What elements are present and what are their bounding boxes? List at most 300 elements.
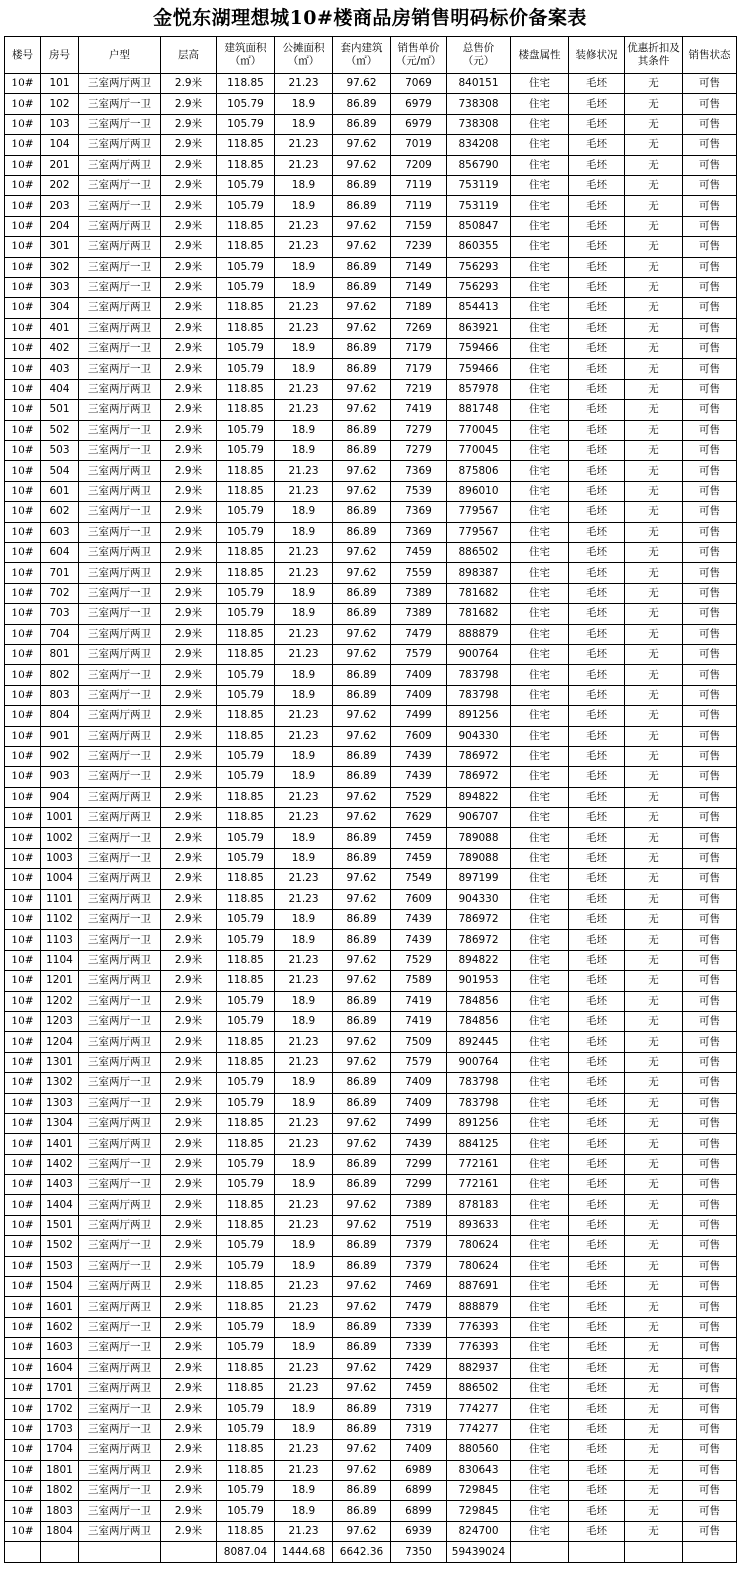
cell-total-price: 850847 [447,216,511,236]
cell-unit-price: 7459 [391,1379,447,1399]
cell-gross-area: 105.79 [217,420,275,440]
total-cell [79,1542,161,1563]
cell-shared-area: 21.23 [275,135,333,155]
cell-floor-height: 2.9米 [161,1052,217,1072]
cell-status: 可售 [683,277,737,297]
cell-room: 1801 [41,1460,79,1480]
cell-discount: 无 [625,910,683,930]
cell-room: 702 [41,583,79,603]
cell-layout: 三室两厅两卫 [79,400,161,420]
totals-row [5,1542,737,1563]
cell-room: 1301 [41,1052,79,1072]
cell-building: 10# [5,1215,41,1235]
cell-discount: 无 [625,1399,683,1419]
cell-discount: 无 [625,135,683,155]
cell-total-price: 786972 [447,930,511,950]
cell-status: 可售 [683,950,737,970]
col-header-building: 楼号 [5,37,41,74]
cell-room: 101 [41,74,79,94]
cell-property-type: 住宅 [511,1399,569,1419]
cell-net-area: 97.62 [333,1277,391,1297]
table-row [5,1480,737,1500]
cell-discount: 无 [625,848,683,868]
cell-total-price: 854413 [447,298,511,318]
cell-floor-height: 2.9米 [161,1032,217,1052]
cell-net-area: 97.62 [333,1297,391,1317]
cell-gross-area: 105.79 [217,175,275,195]
cell-net-area: 97.62 [333,1358,391,1378]
table-row [5,1052,737,1072]
col-header-floor-height: 层高 [161,37,217,74]
total-cell [5,1542,41,1563]
cell-gross-area: 118.85 [217,1297,275,1317]
cell-total-price: 834208 [447,135,511,155]
cell-decoration: 毛坯 [569,971,625,991]
cell-floor-height: 2.9米 [161,1317,217,1337]
cell-unit-price: 7549 [391,869,447,889]
cell-decoration: 毛坯 [569,726,625,746]
cell-unit-price: 7379 [391,1256,447,1276]
cell-property-type: 住宅 [511,1460,569,1480]
cell-total-price: 789088 [447,828,511,848]
cell-status: 可售 [683,1215,737,1235]
cell-room: 1802 [41,1480,79,1500]
cell-discount: 无 [625,950,683,970]
cell-unit-price: 7509 [391,1032,447,1052]
cell-property-type: 住宅 [511,746,569,766]
cell-net-area: 86.89 [333,441,391,461]
cell-room: 803 [41,685,79,705]
cell-decoration: 毛坯 [569,237,625,257]
cell-shared-area: 21.23 [275,155,333,175]
cell-unit-price: 7609 [391,726,447,746]
cell-room: 104 [41,135,79,155]
cell-status: 可售 [683,1093,737,1113]
cell-decoration: 毛坯 [569,991,625,1011]
cell-room: 601 [41,481,79,501]
cell-room: 1101 [41,889,79,909]
table-row [5,155,737,175]
cell-decoration: 毛坯 [569,135,625,155]
cell-gross-area: 105.79 [217,1011,275,1031]
cell-room: 1401 [41,1134,79,1154]
cell-total-price: 886502 [447,542,511,562]
cell-shared-area: 18.9 [275,1399,333,1419]
cell-layout: 三室两厅两卫 [79,1379,161,1399]
cell-property-type: 住宅 [511,828,569,848]
cell-net-area: 86.89 [333,175,391,195]
cell-decoration: 毛坯 [569,1134,625,1154]
cell-decoration: 毛坯 [569,930,625,950]
cell-total-price: 904330 [447,889,511,909]
cell-status: 可售 [683,767,737,787]
cell-room: 1103 [41,930,79,950]
cell-status: 可售 [683,1011,737,1031]
cell-gross-area: 105.79 [217,1093,275,1113]
cell-shared-area: 21.23 [275,400,333,420]
cell-discount: 无 [625,706,683,726]
cell-gross-area: 118.85 [217,1358,275,1378]
cell-floor-height: 2.9米 [161,277,217,297]
cell-decoration: 毛坯 [569,685,625,705]
table-row [5,767,737,787]
cell-gross-area: 118.85 [217,1379,275,1399]
cell-decoration: 毛坯 [569,910,625,930]
cell-room: 902 [41,746,79,766]
cell-room: 201 [41,155,79,175]
cell-shared-area: 18.9 [275,930,333,950]
cell-building: 10# [5,1093,41,1113]
table-row [5,542,737,562]
cell-room: 202 [41,175,79,195]
cell-unit-price: 7369 [391,502,447,522]
table-row [5,1358,737,1378]
cell-total-price: 774277 [447,1419,511,1439]
cell-shared-area: 21.23 [275,1113,333,1133]
cell-net-area: 86.89 [333,1175,391,1195]
cell-discount: 无 [625,726,683,746]
cell-total-price: 759466 [447,359,511,379]
table-row [5,522,737,542]
cell-floor-height: 2.9米 [161,1236,217,1256]
cell-total-price: 780624 [447,1236,511,1256]
cell-net-area: 97.62 [333,971,391,991]
col-header-status: 销售状态 [683,37,737,74]
cell-building: 10# [5,74,41,94]
cell-layout: 三室两厅两卫 [79,481,161,501]
cell-total-price: 786972 [447,767,511,787]
cell-gross-area: 105.79 [217,1480,275,1500]
cell-building: 10# [5,991,41,1011]
cell-room: 501 [41,400,79,420]
cell-building: 10# [5,1175,41,1195]
cell-gross-area: 118.85 [217,726,275,746]
cell-property-type: 住宅 [511,624,569,644]
cell-status: 可售 [683,1175,737,1195]
cell-floor-height: 2.9米 [161,1093,217,1113]
cell-building: 10# [5,522,41,542]
cell-shared-area: 21.23 [275,1032,333,1052]
cell-layout: 三室两厅两卫 [79,889,161,909]
cell-status: 可售 [683,644,737,664]
cell-property-type: 住宅 [511,1317,569,1337]
cell-floor-height: 2.9米 [161,481,217,501]
cell-decoration: 毛坯 [569,1480,625,1500]
cell-shared-area: 21.23 [275,216,333,236]
cell-building: 10# [5,359,41,379]
cell-shared-area: 18.9 [275,175,333,195]
cell-building: 10# [5,502,41,522]
cell-building: 10# [5,1052,41,1072]
cell-room: 1004 [41,869,79,889]
cell-layout: 三室两厅两卫 [79,318,161,338]
cell-net-area: 86.89 [333,1236,391,1256]
cell-floor-height: 2.9米 [161,1134,217,1154]
cell-shared-area: 18.9 [275,1317,333,1337]
cell-decoration: 毛坯 [569,787,625,807]
cell-net-area: 97.62 [333,318,391,338]
table-row [5,359,737,379]
cell-discount: 无 [625,1358,683,1378]
cell-discount: 无 [625,685,683,705]
cell-layout: 三室两厅一卫 [79,522,161,542]
cell-floor-height: 2.9米 [161,726,217,746]
cell-building: 10# [5,1379,41,1399]
cell-discount: 无 [625,216,683,236]
cell-status: 可售 [683,665,737,685]
cell-shared-area: 21.23 [275,1440,333,1460]
cell-total-price: 893633 [447,1215,511,1235]
cell-building: 10# [5,1154,41,1174]
cell-room: 1501 [41,1215,79,1235]
cell-decoration: 毛坯 [569,1052,625,1072]
cell-building: 10# [5,1399,41,1419]
cell-discount: 无 [625,542,683,562]
cell-status: 可售 [683,502,737,522]
cell-decoration: 毛坯 [569,298,625,318]
cell-total-price: 786972 [447,746,511,766]
cell-room: 604 [41,542,79,562]
cell-property-type: 住宅 [511,1440,569,1460]
cell-net-area: 86.89 [333,359,391,379]
cell-discount: 无 [625,1277,683,1297]
cell-room: 1201 [41,971,79,991]
cell-floor-height: 2.9米 [161,950,217,970]
cell-building: 10# [5,787,41,807]
cell-decoration: 毛坯 [569,502,625,522]
cell-floor-height: 2.9米 [161,196,217,216]
cell-status: 可售 [683,1073,737,1093]
cell-gross-area: 118.85 [217,74,275,94]
cell-status: 可售 [683,135,737,155]
cell-shared-area: 21.23 [275,950,333,970]
cell-status: 可售 [683,94,737,114]
cell-shared-area: 18.9 [275,1175,333,1195]
cell-unit-price: 7499 [391,1113,447,1133]
cell-status: 可售 [683,420,737,440]
cell-floor-height: 2.9米 [161,502,217,522]
cell-status: 可售 [683,1277,737,1297]
cell-room: 1303 [41,1093,79,1113]
cell-layout: 三室两厅两卫 [79,1297,161,1317]
table-row [5,685,737,705]
cell-total-price: 770045 [447,441,511,461]
cell-floor-height: 2.9米 [161,1521,217,1541]
cell-total-price: 891256 [447,1113,511,1133]
cell-total-price: 830643 [447,1460,511,1480]
cell-room: 203 [41,196,79,216]
cell-gross-area: 105.79 [217,522,275,542]
cell-status: 可售 [683,318,737,338]
cell-discount: 无 [625,277,683,297]
cell-decoration: 毛坯 [569,624,625,644]
cell-status: 可售 [683,808,737,828]
cell-discount: 无 [625,400,683,420]
cell-room: 903 [41,767,79,787]
cell-net-area: 97.62 [333,379,391,399]
cell-property-type: 住宅 [511,1379,569,1399]
cell-gross-area: 105.79 [217,767,275,787]
cell-floor-height: 2.9米 [161,767,217,787]
cell-layout: 三室两厅两卫 [79,644,161,664]
cell-building: 10# [5,767,41,787]
cell-total-price: 783798 [447,685,511,705]
table-row [5,644,737,664]
cell-discount: 无 [625,767,683,787]
cell-building: 10# [5,481,41,501]
cell-property-type: 住宅 [511,1011,569,1031]
cell-discount: 无 [625,420,683,440]
cell-shared-area: 21.23 [275,1358,333,1378]
cell-discount: 无 [625,481,683,501]
cell-net-area: 86.89 [333,420,391,440]
table-row [5,1175,737,1195]
cell-shared-area: 18.9 [275,685,333,705]
cell-room: 1603 [41,1338,79,1358]
cell-status: 可售 [683,1501,737,1521]
cell-building: 10# [5,665,41,685]
cell-room: 802 [41,665,79,685]
cell-shared-area: 18.9 [275,441,333,461]
cell-unit-price: 7439 [391,910,447,930]
cell-property-type: 住宅 [511,1236,569,1256]
cell-unit-price: 7409 [391,1073,447,1093]
cell-unit-price: 7519 [391,1215,447,1235]
cell-total-price: 900764 [447,1052,511,1072]
cell-shared-area: 21.23 [275,1195,333,1215]
cell-unit-price: 7409 [391,1093,447,1113]
header-row [5,37,737,74]
cell-property-type: 住宅 [511,359,569,379]
table-row [5,114,737,134]
cell-building: 10# [5,441,41,461]
cell-decoration: 毛坯 [569,808,625,828]
col-header-total-price: 总售价 （元） [447,37,511,74]
cell-floor-height: 2.9米 [161,869,217,889]
table-row [5,277,737,297]
cell-gross-area: 105.79 [217,746,275,766]
cell-status: 可售 [683,685,737,705]
cell-status: 可售 [683,1521,737,1541]
table-row [5,237,737,257]
cell-discount: 无 [625,971,683,991]
cell-property-type: 住宅 [511,1195,569,1215]
cell-floor-height: 2.9米 [161,1419,217,1439]
table-row [5,216,737,236]
cell-gross-area: 118.85 [217,563,275,583]
cell-net-area: 86.89 [333,746,391,766]
cell-property-type: 住宅 [511,94,569,114]
cell-net-area: 97.62 [333,950,391,970]
cell-total-price: 824700 [447,1521,511,1541]
cell-net-area: 86.89 [333,1093,391,1113]
cell-floor-height: 2.9米 [161,624,217,644]
cell-building: 10# [5,237,41,257]
cell-unit-price: 7539 [391,481,447,501]
cell-shared-area: 21.23 [275,298,333,318]
table-row [5,624,737,644]
cell-decoration: 毛坯 [569,1113,625,1133]
cell-net-area: 97.62 [333,237,391,257]
cell-status: 可售 [683,379,737,399]
table-row [5,971,737,991]
cell-gross-area: 118.85 [217,971,275,991]
table-row [5,1399,737,1419]
cell-property-type: 住宅 [511,1093,569,1113]
cell-total-price: 779567 [447,522,511,542]
cell-status: 可售 [683,971,737,991]
cell-layout: 三室两厅两卫 [79,869,161,889]
cell-decoration: 毛坯 [569,339,625,359]
cell-decoration: 毛坯 [569,1195,625,1215]
cell-layout: 三室两厅一卫 [79,685,161,705]
cell-unit-price: 7529 [391,787,447,807]
cell-unit-price: 7179 [391,339,447,359]
cell-net-area: 86.89 [333,94,391,114]
cell-floor-height: 2.9米 [161,1379,217,1399]
cell-building: 10# [5,604,41,624]
cell-unit-price: 7409 [391,665,447,685]
cell-unit-price: 7439 [391,767,447,787]
cell-property-type: 住宅 [511,74,569,94]
cell-layout: 三室两厅两卫 [79,216,161,236]
cell-room: 302 [41,257,79,277]
cell-total-price: 738308 [447,114,511,134]
table-row [5,1379,737,1399]
cell-discount: 无 [625,1419,683,1439]
cell-layout: 三室两厅一卫 [79,746,161,766]
cell-gross-area: 118.85 [217,1460,275,1480]
cell-room: 502 [41,420,79,440]
table-body [5,74,737,1542]
cell-layout: 三室两厅两卫 [79,379,161,399]
cell-building: 10# [5,563,41,583]
cell-layout: 三室两厅两卫 [79,808,161,828]
cell-layout: 三室两厅一卫 [79,848,161,868]
table-row [5,74,737,94]
cell-layout: 三室两厅两卫 [79,461,161,481]
cell-discount: 无 [625,502,683,522]
cell-shared-area: 21.23 [275,1460,333,1480]
total-cell [683,1542,737,1563]
cell-total-price: 759466 [447,339,511,359]
table-row [5,1215,737,1235]
cell-floor-height: 2.9米 [161,216,217,236]
cell-discount: 无 [625,155,683,175]
cell-net-area: 86.89 [333,1338,391,1358]
cell-room: 304 [41,298,79,318]
cell-property-type: 住宅 [511,175,569,195]
cell-status: 可售 [683,481,737,501]
cell-status: 可售 [683,1032,737,1052]
cell-gross-area: 105.79 [217,1175,275,1195]
cell-total-price: 880560 [447,1440,511,1460]
cell-room: 1403 [41,1175,79,1195]
cell-discount: 无 [625,1379,683,1399]
cell-total-price: 888879 [447,1297,511,1317]
cell-discount: 无 [625,379,683,399]
cell-layout: 三室两厅一卫 [79,910,161,930]
cell-room: 1503 [41,1256,79,1276]
cell-floor-height: 2.9米 [161,930,217,950]
cell-unit-price: 7149 [391,257,447,277]
cell-total-price: 892445 [447,1032,511,1052]
cell-net-area: 86.89 [333,114,391,134]
cell-room: 1702 [41,1399,79,1419]
cell-unit-price: 7529 [391,950,447,970]
cell-status: 可售 [683,1379,737,1399]
cell-decoration: 毛坯 [569,583,625,603]
